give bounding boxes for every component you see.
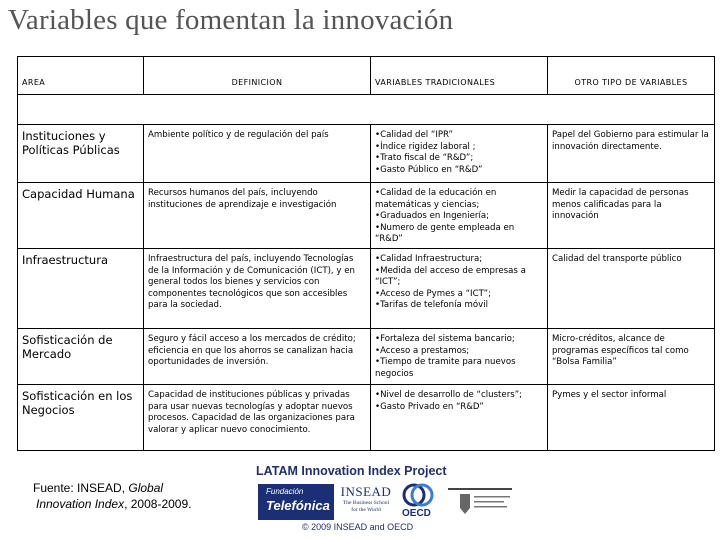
row-area: Infraestructura [18,249,144,329]
row-definicion: Capacidad de instituciones públicas y privadas para usar nuevas tecnologías y adoptar nuevos procesos. Capacidad de las organizaciones para valorar y aplicar nuevo conocimiento. [144,385,371,451]
bullet-item: •Tiempo de tramite para nuevos negocios [375,357,516,379]
bullet-item: •Tarifas de telefonía móvil [375,300,488,311]
oecd-logo [396,482,440,522]
table-spacer-row [18,95,715,125]
table-header-row [18,57,715,95]
crest-icon [446,482,514,522]
insead-name: INSEAD [340,484,392,499]
variables-table [17,56,715,451]
telefonica-text: Telefónica [266,498,330,513]
bullet-item: •Índice rigidez laboral ; [375,141,476,152]
bullet-item: •Calidad Infraestructura; [375,254,483,264]
row-definicion: Ambiente político y de regulación del país [144,125,371,183]
header-tradicionales: VARIABLES TRADICIONALES [371,57,548,95]
row-area: Sofisticación de Mercado [18,329,144,385]
bullet-item: •Acceso a prestamos; [375,345,470,356]
fundacion-text: Fundación [266,487,304,496]
row-otro: Medir la capacidad de personas menos calificadas para la innovación [548,183,715,249]
row-definicion: Seguro y fácil acceso a los mercados de crédito; eficiencia en que los ahorros se canalizan hacia oportunidades de inversión. [144,329,371,385]
bullet-item: •Graduados en Ingeniería; [375,211,490,222]
source-suffix: , 2008-2009. [124,497,192,511]
bullet-item: •Acceso de Pymes a “ICT”; [375,288,492,299]
row-tradicionales [371,249,548,329]
row-definicion: Recursos humanos del país, incluyendo instituciones de aprendizaje e investigación [144,183,371,249]
page-title: Variables que fomentan la innovación [8,4,454,36]
row-definicion: Infraestructura del país, incluyendo Tecnologías de la Información y de Comunicación (ICT), y en general todos los bienes y servicios con componentes tecnológicos que son accesibles para la sociedad. [144,249,371,329]
bullet-item: •Calidad de la educación en matemáticas y ciencias; [375,188,497,210]
header-area: AREA [18,57,144,95]
source-title-part1: Global [128,481,164,495]
header-otro: OTRO TIPO DE VARIABLES [548,57,715,95]
bullet-item: •Gasto Público en “R&D” [375,164,483,175]
table-row [18,385,715,451]
copyright-text: © 2009 INSEAD and OECD [302,522,414,532]
bullet-item: •Nivel de desarrollo de “clusters”; [375,390,523,400]
row-otro: Papel del Gobierno para estimular la innovación directamente. [548,125,715,183]
project-title: LATAM Innovation Index Project [256,464,447,478]
bullet-item: •Trato fiscal de “R&D”; [375,153,474,164]
bullet-item: •Numero de gente empleada en “R&D” [375,222,515,245]
row-area: Sofisticación en los Negocios [18,385,144,451]
bullet-item: •Calidad del “IPR” [375,130,453,140]
source-title-part2: Innovation Index [36,497,125,511]
row-tradicionales [371,125,548,183]
row-area: Instituciones y Políticas Públicas [18,125,144,183]
crest-logo [446,482,514,522]
table-row [18,249,715,329]
bullet-item: •Medida del acceso de empresas a “ICT”; [375,265,526,288]
bullet-item: •Gasto Privado en “R&D” [375,401,484,412]
insead-tagline-1: The Business School [342,500,390,506]
row-tradicionales [371,385,548,451]
table-row [18,125,715,183]
row-tradicionales [371,183,548,249]
bullet-item: •Fortaleza del sistema bancario; [375,334,515,344]
row-otro: Micro-créditos, alcance de programas específicos tal como “Bolsa Familia” [548,329,715,385]
row-tradicionales [371,329,548,385]
oecd-name: OECD [402,508,431,519]
header-definicion: DEFINICION [144,57,371,95]
insead-tagline-2: for the World [351,507,381,513]
row-otro: Calidad del transporte público [548,249,715,329]
fundacion-telefonica-logo [258,484,334,520]
source-citation [33,480,233,512]
table-row [18,183,715,249]
row-area: Capacidad Humana [18,183,144,249]
source-prefix: Fuente: INSEAD, [33,481,129,495]
insead-logo [340,484,392,520]
table-row [18,329,715,385]
row-otro: Pymes y el sector informal [548,385,715,451]
